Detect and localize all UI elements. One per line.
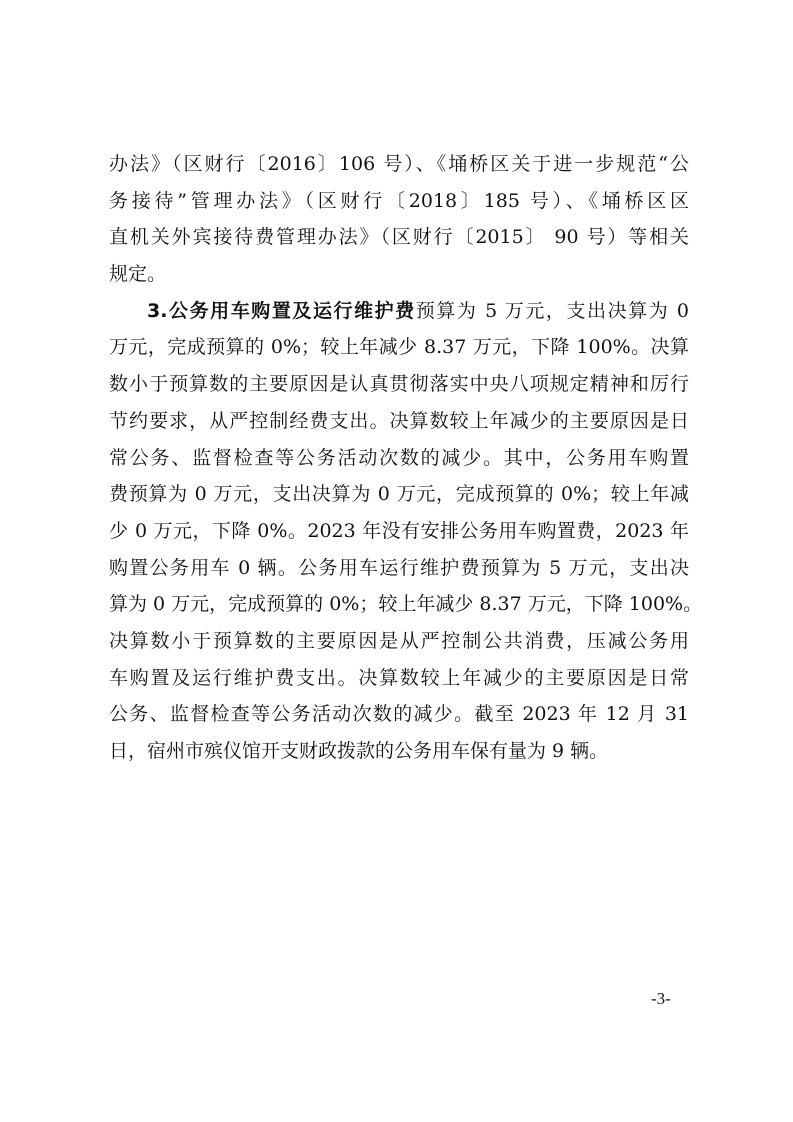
text-segment: 预算为 5 万元，支出决算为 0 [415,299,689,322]
text-line: 日，宿州市殡仪馆开支财政拨款的公务用车保有量为 9 辆。 [109,740,609,762]
text-line: 购置公务用车 0 辆。公务用车运行维护费预算为 5 万元，支出决 [109,556,689,579]
page-number: -3- [651,989,671,1008]
text-line: 万元，完成预算的 0%；较上年减少 8.37 万元，下降 100%。决算 [109,336,689,359]
text-line: 公务、监督检查等公务活动次数的减少。截至 2023 年 12 月 31 [109,703,689,726]
text-line: 数小于预算数的主要原因是认真贯彻落实中央八项规定精神和厉行 [109,373,689,396]
text-line: 办法》（区财行〔2016〕106 号）、《埇桥区关于进一步规范“公 [109,153,689,175]
section-heading: 3.公务用车购置及运行维护费 [147,299,416,322]
text-line: 节约要求，从严控制经费支出。决算数较上年减少的主要原因是日 [109,409,689,432]
text-line: 费预算为 0 万元，支出决算为 0 万元，完成预算的 0%；较上年减 [109,483,689,506]
text-line: 算为 0 万元，完成预算的 0%；较上年减少 8.37 万元，下降 100%。 [109,593,703,616]
text-line: 规定。 [109,263,167,286]
text-line: 决算数小于预算数的主要原因是从严控制公共消费，压减公务用 [109,629,689,652]
text-line: 车购置及运行维护费支出。决算数较上年减少的主要原因是日常 [109,666,689,689]
text-line-first [109,293,689,330]
text-line: 务接待”管理办法》（区财行〔2018〕185 号）、《埇桥区区 [109,189,689,212]
text-line: 常公务、监督检查等公务活动次数的减少。其中，公务用车购置 [109,446,689,469]
text-line: 少 0 万元，下降 0%。2023 年没有安排公务用车购置费，2023 年 [109,519,689,542]
text-line: 直机关外宾接待费管理办法》（区财行〔2015〕 90 号）等相关 [109,226,689,249]
paragraph-vehicle-costs [109,293,703,770]
paragraph-regulations [109,146,689,293]
document-body [109,146,703,770]
